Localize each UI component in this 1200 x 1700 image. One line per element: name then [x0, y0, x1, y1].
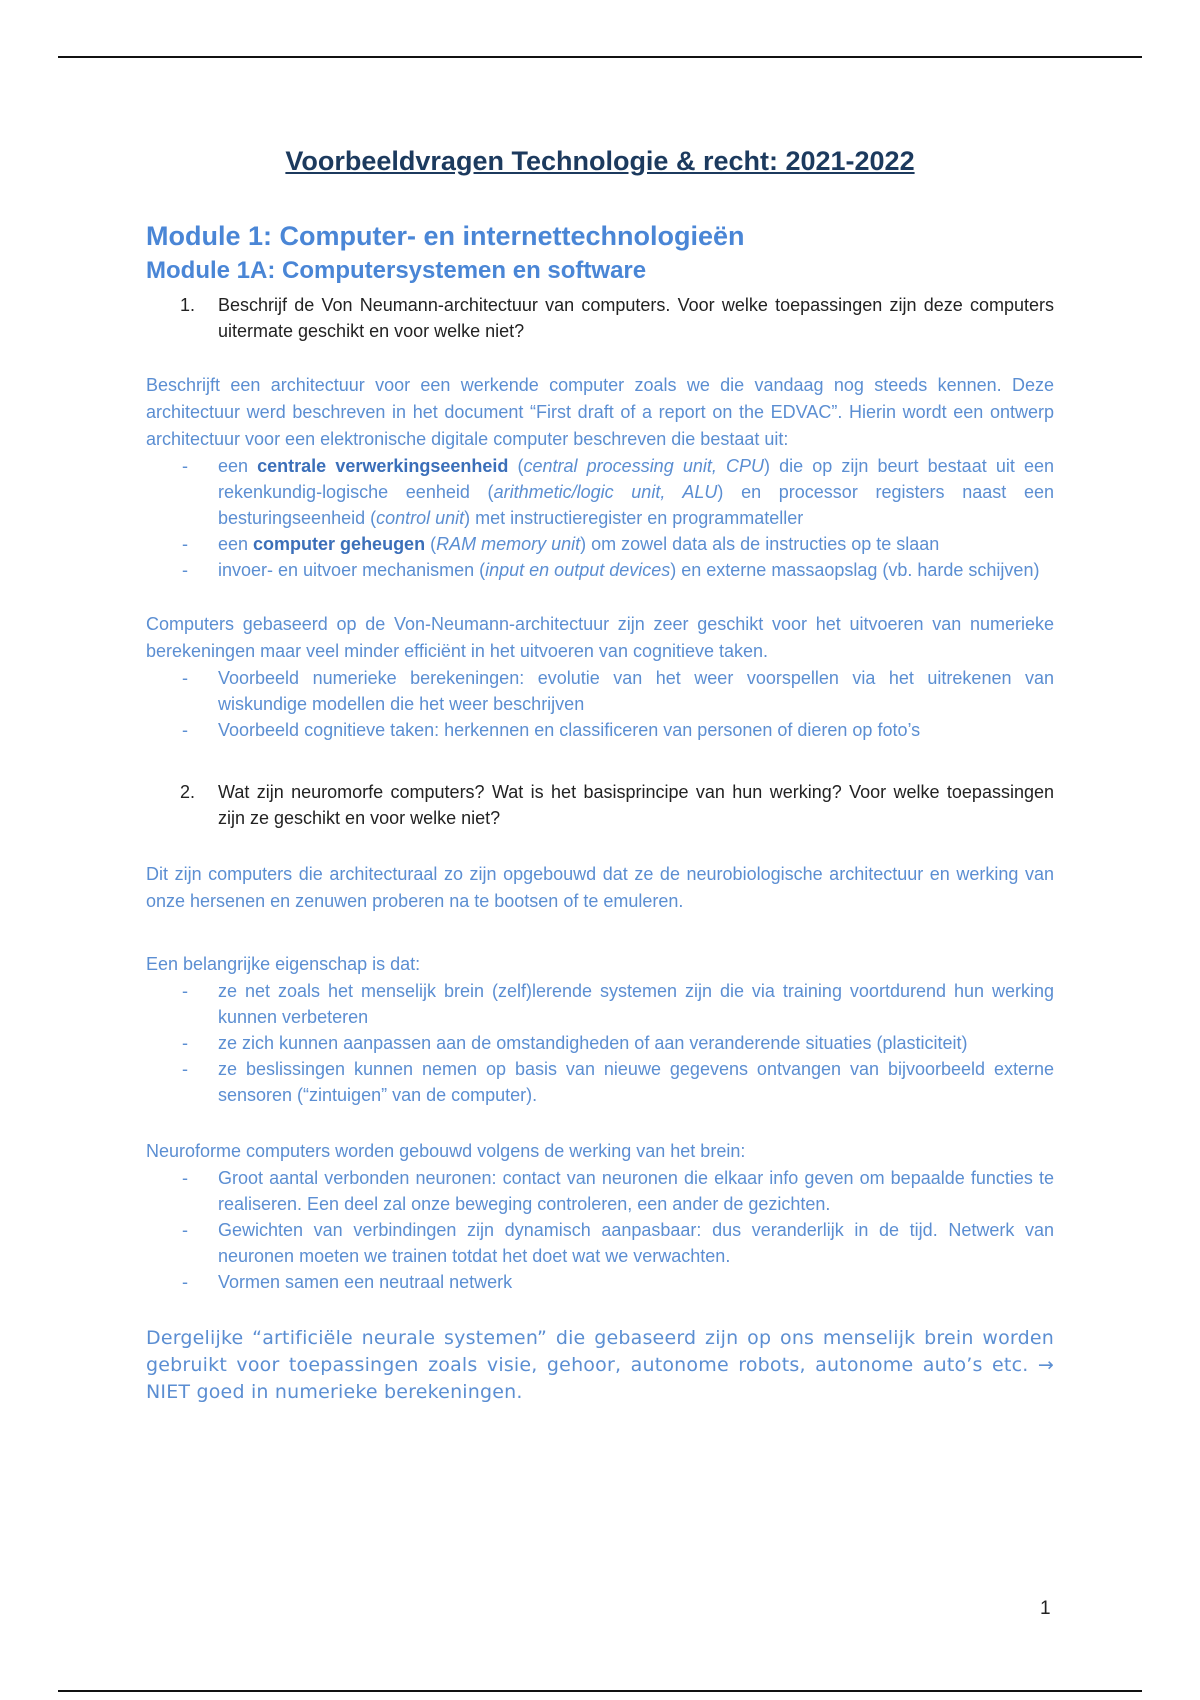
- answer-1-components: [146, 453, 1054, 583]
- question-number: 2.: [180, 782, 196, 802]
- footer-rule: [58, 1690, 1142, 1692]
- list-item: - een centrale verwerkingseenheid (central processing unit, CPU) die op zijn beurt bestaat uit een rekenkundig-logische eenheid (arithmetic/logic unit, ALU) en processor registers naast een besturingseenheid (control unit) met instructieregister en programmateller: [182, 456, 1054, 528]
- document-body: [146, 218, 1054, 1406]
- list-item: - ze beslissingen kunnen nemen op basis van nieuwe gegevens ontvangen van bijvoorbeeld externe sensoren (“zintuigen” van de computer).: [182, 1059, 1054, 1105]
- answer-2-paragraph-2: Een belangrijke eigenschap is dat:: [146, 954, 421, 974]
- question-number: 1.: [180, 295, 196, 315]
- answer-2-paragraph-1: Dit zijn computers die architecturaal zo zijn opgebouwd dat ze de neurobiologische architectuur en werking van onze hersenen en zenuwen proberen na te bootsen of te emuleren.: [146, 864, 1054, 911]
- question-2: [146, 779, 1054, 831]
- list-item: - Groot aantal verbonden neuronen: contact van neuronen die elkaar info geven om bepaalde functies te realiseren. Een deel zal onze beweging controleren, een ander de gezichten.: [182, 1168, 1054, 1214]
- answer-1-paragraph-2: Computers gebaseerd op de Von-Neumann-architectuur zijn zeer geschikt voor het uitvoeren van numerieke berekeningen maar veel minder efficiënt in het uitvoeren van cognitieve taken.: [146, 614, 1054, 661]
- answer-2-paragraph-4: Dergelijke “artificiële neurale systemen” die gebaseerd zijn op ons menselijk brein worden gebruikt voor toepassingen zoals visie, gehoor, autonome robots, autonome auto’s etc. → NIET goed in numerieke berekeningen.: [146, 1327, 1054, 1403]
- answer-2-paragraph-3: Neuroforme computers worden gebouwd volgens de werking van het brein:: [146, 1141, 746, 1161]
- list-item: - Voorbeeld cognitieve taken: herkennen en classificeren van personen of dieren op foto’s: [182, 720, 921, 740]
- list-item: - ze zich kunnen aanpassen aan de omstandigheden of aan veranderende situaties (plasticiteit): [182, 1033, 968, 1053]
- module-heading: Module 1: Computer- en internettechnologieën: [146, 221, 745, 251]
- page-number: 1: [1040, 1598, 1051, 1619]
- question-text: Beschrijf de Von Neumann-architectuur van computers. Voor welke toepassingen zijn deze computers uitermate geschikt en voor welke niet?: [218, 295, 1054, 341]
- list-item: - Vormen samen een neutraal netwerk: [182, 1272, 513, 1292]
- answer-1-intro: Beschrijft een architectuur voor een werkende computer zoals we die vandaag nog steeds kennen. Deze architectuur werd beschreven in het document “First draft of a report on the EDVAC”. Hierin wordt een ontwerp architectuur voor een elektronische digitale computer beschreven die bestaat uit:: [146, 375, 1054, 449]
- question-1: [146, 292, 1054, 344]
- list-item: - ze net zoals het menselijk brein (zelf)lerende systemen zijn die via training voortdurend hun werking kunnen verbeteren: [182, 981, 1054, 1027]
- submodule-heading: Module 1A: Computersystemen en software: [146, 257, 647, 284]
- list-item: - een computer geheugen (RAM memory unit) om zowel data als de instructies op te slaan: [182, 534, 940, 554]
- answer-2-properties: [146, 978, 1054, 1108]
- answer-1-examples: [146, 665, 1054, 743]
- question-text: Wat zijn neuromorfe computers? Wat is het basisprincipe van hun werking? Voor welke toepassingen zijn ze geschikt en voor welke niet?: [218, 782, 1054, 828]
- answer-2-build-principles: [146, 1165, 1054, 1295]
- list-item: - Gewichten van verbindingen zijn dynamisch aanpasbaar: dus veranderlijk in de tijd. Netwerk van neuronen moeten we trainen totdat het doet wat we verwachten.: [182, 1220, 1054, 1266]
- header-rule: [58, 56, 1142, 58]
- list-item: - Voorbeeld numerieke berekeningen: evolutie van het weer voorspellen via het uitrekenen van wiskundige modellen die het weer beschrijven: [182, 668, 1054, 714]
- document-title: Voorbeeldvragen Technologie & recht: 2021-2022: [285, 146, 915, 176]
- list-item: - invoer- en uitvoer mechanismen (input en output devices) en externe massaopslag (vb. harde schijven): [182, 560, 1040, 580]
